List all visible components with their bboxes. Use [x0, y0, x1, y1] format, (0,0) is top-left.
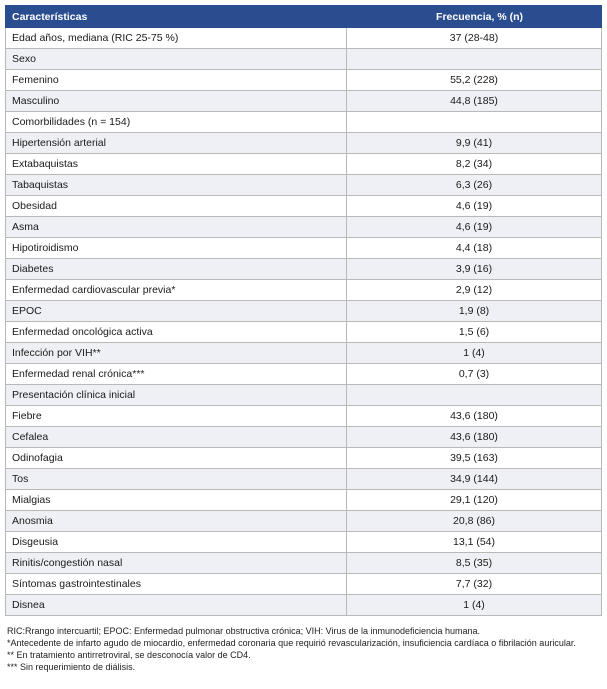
- footnote-cardiovascular: *Antecedente de infarto agudo de miocardio, enfermedad coronaria que requirió revascularización, insuficiencia cardíaca o fibrilación auricular.: [7, 638, 576, 648]
- row-label: Asma: [6, 217, 347, 238]
- table-row: [6, 364, 602, 385]
- row-label: Tos: [6, 469, 347, 490]
- table-footnotes: [7, 625, 603, 673]
- table-row: [6, 490, 602, 511]
- row-value: 3,9 (16): [347, 259, 602, 280]
- table-row: [6, 448, 602, 469]
- row-value: 4,6 (19): [347, 196, 602, 217]
- table-row: [6, 595, 602, 616]
- header-frequency: Frecuencia, % (n): [347, 6, 602, 28]
- row-label: Extabaquistas: [6, 154, 347, 175]
- table-row: [6, 553, 602, 574]
- row-label: Odinofagia: [6, 448, 347, 469]
- row-value: 7,7 (32): [347, 574, 602, 595]
- row-value: 4,4 (18): [347, 238, 602, 259]
- row-label: Diabetes: [6, 259, 347, 280]
- row-value: 37 (28-48): [347, 28, 602, 49]
- table-row: [6, 532, 602, 553]
- row-label: Sexo: [6, 49, 347, 70]
- table-row: [6, 154, 602, 175]
- footnote-hiv: ** En tratamiento antirretroviral, se desconocía valor de CD4.: [7, 650, 251, 660]
- table-row: [6, 70, 602, 91]
- footnote-abbreviations: RIC:Rrango intercuartil; EPOC: Enfermedad pulmonar obstructiva crónica; VIH: Virus de la inmunodeficiencia humana.: [7, 626, 481, 636]
- row-value: 55,2 (228): [347, 70, 602, 91]
- row-label: Masculino: [6, 91, 347, 112]
- row-label: Obesidad: [6, 196, 347, 217]
- table-row: [6, 217, 602, 238]
- row-value: 1 (4): [347, 595, 602, 616]
- row-label: Presentación clínica inicial: [6, 385, 347, 406]
- row-value: 20,8 (86): [347, 511, 602, 532]
- table-row: [6, 574, 602, 595]
- table-row: [6, 28, 602, 49]
- row-value: 2,9 (12): [347, 280, 602, 301]
- table-row: [6, 427, 602, 448]
- table-row: [6, 280, 602, 301]
- table-row: [6, 406, 602, 427]
- row-value: 39,5 (163): [347, 448, 602, 469]
- row-label: Mialgias: [6, 490, 347, 511]
- row-label: Enfermedad cardiovascular previa*: [6, 280, 347, 301]
- row-label: Disgeusia: [6, 532, 347, 553]
- row-value: 29,1 (120): [347, 490, 602, 511]
- table-row: [6, 343, 602, 364]
- row-label: Síntomas gastrointestinales: [6, 574, 347, 595]
- table-row: [6, 301, 602, 322]
- table-row: [6, 133, 602, 154]
- row-label: Fiebre: [6, 406, 347, 427]
- row-label: Edad años, mediana (RIC 25-75 %): [6, 28, 347, 49]
- row-label: Hipotiroidismo: [6, 238, 347, 259]
- row-value: 0,7 (3): [347, 364, 602, 385]
- row-value: 1 (4): [347, 343, 602, 364]
- row-value: [347, 112, 602, 133]
- table-header: [6, 6, 602, 28]
- table-body: [6, 28, 602, 616]
- characteristics-table: [5, 5, 602, 616]
- row-value: [347, 49, 602, 70]
- table-row: [6, 49, 602, 70]
- row-value: 43,6 (180): [347, 427, 602, 448]
- row-value: 6,3 (26): [347, 175, 602, 196]
- row-label: Tabaquistas: [6, 175, 347, 196]
- row-label: Cefalea: [6, 427, 347, 448]
- row-label: Femenino: [6, 70, 347, 91]
- table-row: [6, 238, 602, 259]
- row-label: Anosmia: [6, 511, 347, 532]
- table-row: [6, 511, 602, 532]
- row-value: 1,9 (8): [347, 301, 602, 322]
- row-label: EPOC: [6, 301, 347, 322]
- table-row: [6, 259, 602, 280]
- row-value: 13,1 (54): [347, 532, 602, 553]
- row-label: Comorbilidades (n = 154): [6, 112, 347, 133]
- row-value: [347, 385, 602, 406]
- row-value: 44,8 (185): [347, 91, 602, 112]
- row-value: 8,5 (35): [347, 553, 602, 574]
- header-row: [6, 6, 602, 28]
- row-value: 34,9 (144): [347, 469, 602, 490]
- row-value: 9,9 (41): [347, 133, 602, 154]
- row-label: Rinitis/congestión nasal: [6, 553, 347, 574]
- table-row: [6, 175, 602, 196]
- row-label: Hipertensión arterial: [6, 133, 347, 154]
- table-row: [6, 91, 602, 112]
- row-label: Infección por VIH**: [6, 343, 347, 364]
- table-row: [6, 385, 602, 406]
- footnote-renal: *** Sin requerimiento de diálisis.: [7, 662, 136, 672]
- row-value: 4,6 (19): [347, 217, 602, 238]
- table-row: [6, 322, 602, 343]
- table-row: [6, 196, 602, 217]
- row-label: Enfermedad oncológica activa: [6, 322, 347, 343]
- table-row: [6, 469, 602, 490]
- characteristics-table-wrap: [5, 5, 601, 616]
- row-value: 8,2 (34): [347, 154, 602, 175]
- table-row: [6, 112, 602, 133]
- row-label: Disnea: [6, 595, 347, 616]
- row-value: 1,5 (6): [347, 322, 602, 343]
- row-label: Enfermedad renal crónica***: [6, 364, 347, 385]
- header-characteristics: Características: [6, 6, 347, 28]
- row-value: 43,6 (180): [347, 406, 602, 427]
